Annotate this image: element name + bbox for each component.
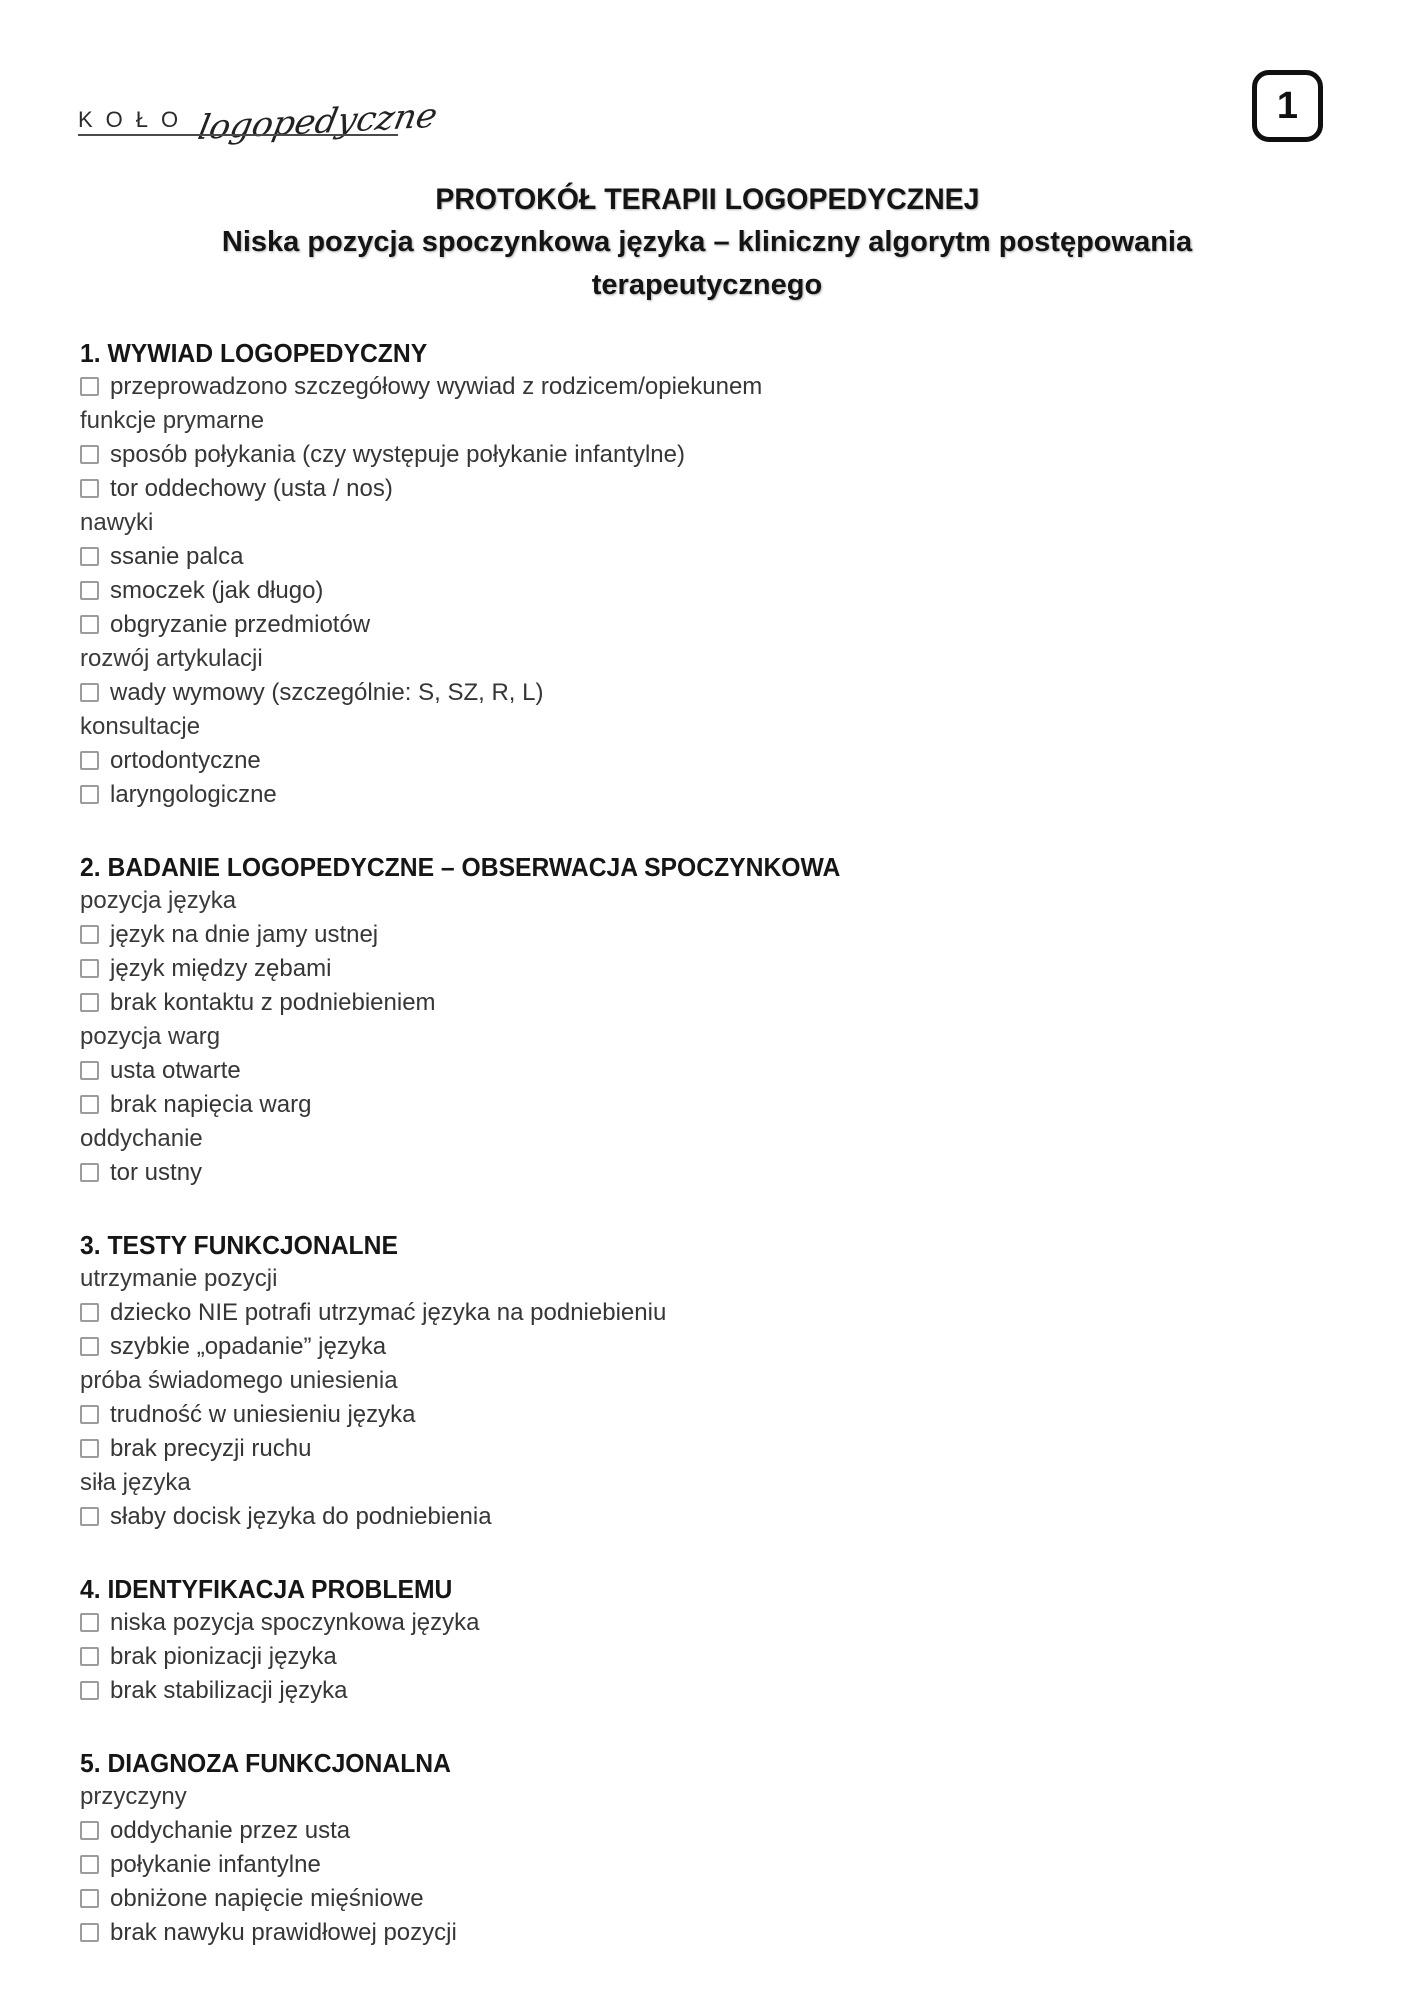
sections-container: [80, 336, 1340, 1950]
checkbox[interactable]: [80, 1061, 99, 1080]
checkbox-item: [80, 1432, 1340, 1466]
checkbox-label: ortodontyczne: [110, 747, 261, 774]
protocol-section: [80, 850, 1340, 1190]
checkbox-label: tor oddechowy (usta / nos): [110, 475, 393, 502]
checkbox[interactable]: [80, 1507, 99, 1526]
checkbox-label: usta otwarte: [110, 1057, 241, 1084]
checkbox[interactable]: [80, 1439, 99, 1458]
checkbox-item: [80, 1606, 1340, 1640]
section-items: [80, 1262, 1340, 1534]
checkbox-item: [80, 676, 1340, 710]
checkbox-label: ssanie palca: [110, 543, 244, 570]
title-block: [0, 178, 1414, 307]
checkbox[interactable]: [80, 1613, 99, 1632]
checkbox[interactable]: [80, 683, 99, 702]
checkbox-label: laryngologiczne: [110, 781, 277, 808]
protocol-section: [80, 1228, 1340, 1534]
checkbox[interactable]: [80, 1889, 99, 1908]
checkbox-label: słaby docisk języka do podniebienia: [110, 1503, 492, 1530]
group-label-text: pozycja warg: [80, 1023, 221, 1050]
checkbox[interactable]: [80, 615, 99, 634]
checkbox-item: [80, 1848, 1340, 1882]
logo-wordmark: KOŁO: [78, 107, 192, 132]
checkbox-label: język na dnie jamy ustnej: [110, 921, 379, 948]
checkbox-item: [80, 1054, 1340, 1088]
group-label: [80, 710, 1340, 744]
group-label-text: utrzymanie pozycji: [80, 1265, 278, 1292]
section-heading: 5. DIAGNOZA FUNKCJONALNA: [80, 1748, 451, 1778]
checkbox-label: brak stabilizacji języka: [110, 1677, 348, 1704]
checkbox[interactable]: [80, 925, 99, 944]
group-label-text: oddychanie: [80, 1125, 203, 1152]
protocol-section: [80, 336, 1340, 812]
checkbox-item: [80, 574, 1340, 608]
checkbox-item: [80, 1882, 1340, 1916]
checkbox[interactable]: [80, 581, 99, 600]
section-heading: 4. IDENTYFIKACJA PROBLEMU: [80, 1574, 453, 1604]
checkbox-label: brak napięcia warg: [110, 1091, 312, 1118]
section-items: [80, 370, 1340, 812]
logo-script-word: logopedyczne: [194, 95, 441, 149]
group-label: [80, 1780, 1340, 1814]
checkbox-label: szybkie „opadanie” języka: [110, 1333, 387, 1360]
checkbox-item: [80, 370, 1340, 404]
group-label: [80, 404, 1340, 438]
section-heading: 3. TESTY FUNKCJONALNE: [80, 1230, 398, 1260]
checkbox-item: [80, 1330, 1340, 1364]
checkbox-label: brak precyzji ruchu: [110, 1435, 312, 1462]
checkbox[interactable]: [80, 1923, 99, 1942]
checkbox-item: [80, 438, 1340, 472]
checkbox[interactable]: [80, 1647, 99, 1666]
checkbox-label: trudność w uniesieniu języka: [110, 1401, 416, 1428]
checkbox[interactable]: [80, 1303, 99, 1322]
checkbox-item: [80, 1814, 1340, 1848]
group-label: [80, 1262, 1340, 1296]
brand-logo: [78, 95, 441, 149]
group-label-text: funkcje prymarne: [80, 407, 265, 434]
group-label: [80, 642, 1340, 676]
checkbox[interactable]: [80, 1855, 99, 1874]
protocol-section: [80, 1746, 1340, 1950]
checkbox-item: [80, 952, 1340, 986]
checkbox-item: [80, 608, 1340, 642]
checkbox-item: [80, 778, 1340, 812]
checkbox-label: obniżone napięcie mięśniowe: [110, 1885, 424, 1912]
checkbox-item: [80, 918, 1340, 952]
checkbox-label: połykanie infantylne: [110, 1851, 321, 1878]
group-label: [80, 506, 1340, 540]
group-label: [80, 1020, 1340, 1054]
checkbox[interactable]: [80, 1095, 99, 1114]
group-label: [80, 1122, 1340, 1156]
page-number: 1: [1276, 84, 1299, 127]
checkbox-item: [80, 744, 1340, 778]
checkbox-item: [80, 986, 1340, 1020]
group-label: [80, 1466, 1340, 1500]
checkbox-label: oddychanie przez usta: [110, 1817, 351, 1844]
page-number-badge: [1252, 70, 1323, 142]
section-items: [80, 1606, 1340, 1708]
checkbox-label: przeprowadzono szczegółowy wywiad z rodzicem/opiekunem: [110, 373, 763, 400]
checkbox-label: niska pozycja spoczynkowa języka: [110, 1609, 480, 1636]
group-label: [80, 1364, 1340, 1398]
checkbox-label: brak kontaktu z podniebieniem: [110, 989, 436, 1016]
section-items: [80, 1780, 1340, 1950]
checkbox[interactable]: [80, 1163, 99, 1182]
group-label: [80, 884, 1340, 918]
checkbox-item: [80, 472, 1340, 506]
section-heading: 2. BADANIE LOGOPEDYCZNE – OBSERWACJA SPOCZYNKOWA: [80, 852, 841, 882]
group-label-text: próba świadomego uniesienia: [80, 1367, 398, 1394]
checkbox-label: brak pionizacji języka: [110, 1643, 337, 1670]
checkbox-label: wady wymowy (szczególnie: S, SZ, R, L): [110, 679, 544, 706]
checkbox-item: [80, 1398, 1340, 1432]
checkbox[interactable]: [80, 785, 99, 804]
document-subtitle: Niska pozycja spoczynkowa języka – kliniczny algorytm postępowania terapeutycznego: [221, 226, 1193, 301]
checkbox[interactable]: [80, 751, 99, 770]
protocol-section: [80, 1572, 1340, 1708]
document-title: PROTOKÓŁ TERAPII LOGOPEDYCZNEJ: [434, 183, 980, 216]
checkbox-item: [80, 1296, 1340, 1330]
checkbox-item: [80, 1674, 1340, 1708]
group-label-text: konsultacje: [80, 713, 201, 740]
checkbox[interactable]: [80, 547, 99, 566]
checkbox[interactable]: [80, 1681, 99, 1700]
section-heading: 1. WYWIAD LOGOPEDYCZNY: [80, 338, 428, 368]
checkbox-item: [80, 1500, 1340, 1534]
checkbox-label: tor ustny: [110, 1159, 203, 1186]
checkbox[interactable]: [80, 1337, 99, 1356]
checkbox-item: [80, 1156, 1340, 1190]
section-items: [80, 884, 1340, 1190]
checkbox-item: [80, 1088, 1340, 1122]
checkbox-label: dziecko NIE potrafi utrzymać języka na podniebieniu: [110, 1299, 667, 1326]
checkbox-item: [80, 1916, 1340, 1950]
checkbox-label: smoczek (jak długo): [110, 577, 324, 604]
checkbox-label: sposób połykania (czy występuje połykanie infantylne): [110, 441, 685, 468]
checkbox-item: [80, 1640, 1340, 1674]
checkbox[interactable]: [80, 959, 99, 978]
checkbox-label: obgryzanie przedmiotów: [110, 611, 371, 638]
checkbox[interactable]: [80, 1821, 99, 1840]
group-label-text: pozycja języka: [80, 887, 237, 914]
group-label-text: nawyki: [80, 509, 154, 536]
group-label-text: rozwój artykulacji: [80, 645, 263, 672]
checkbox[interactable]: [80, 993, 99, 1012]
logo-underline: [78, 134, 398, 136]
checkbox-label: język między zębami: [110, 955, 332, 982]
checkbox-label: brak nawyku prawidłowej pozycji: [110, 1919, 457, 1946]
group-label-text: przyczyny: [80, 1783, 187, 1810]
checkbox-item: [80, 540, 1340, 574]
checkbox[interactable]: [80, 1405, 99, 1424]
checkbox[interactable]: [80, 479, 99, 498]
group-label-text: siła języka: [80, 1469, 191, 1496]
checkbox[interactable]: [80, 445, 99, 464]
checkbox[interactable]: [80, 377, 99, 396]
